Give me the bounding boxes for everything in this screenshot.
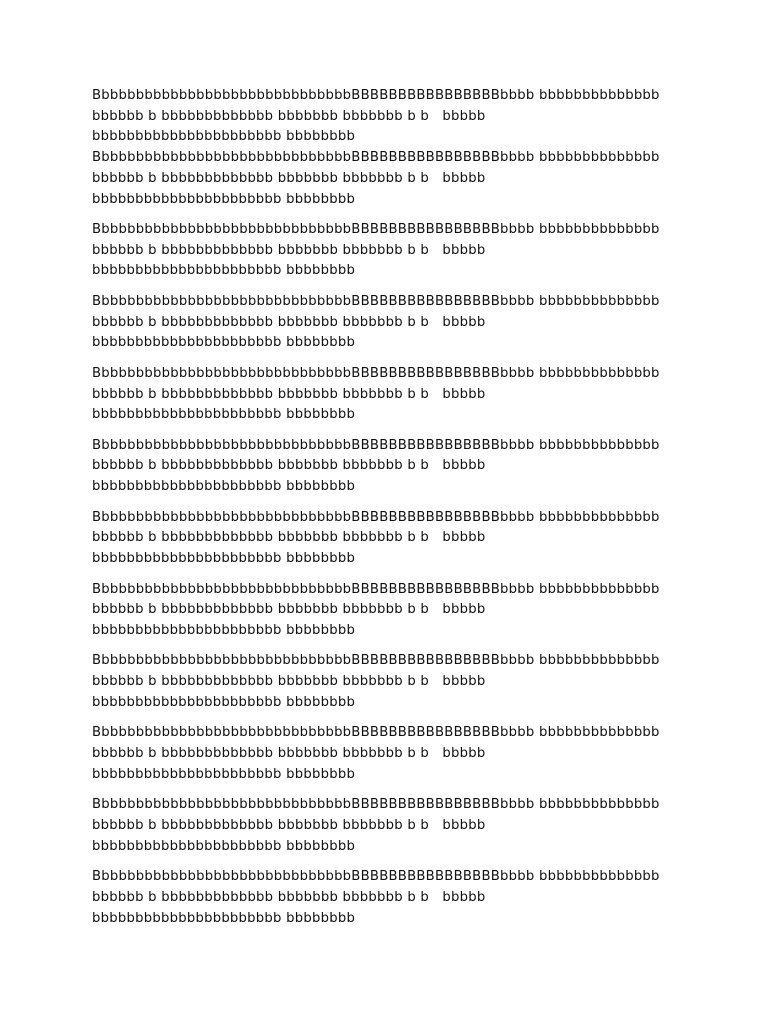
text-line: BbbbbbbbbbbbbbbbbbbbbbbbbbbbbbBBBBBBBBBBBBBBBBbbbb bbbbbbbbbbbbbb [92, 725, 660, 741]
text-line: bbbbbb b bbbbbbbbbbbbb bbbbbbb bbbbbbb b b bbbbb [92, 458, 486, 474]
text-line: BbbbbbbbbbbbbbbbbbbbbbbbbbbbbbBBBBBBBBBBBBBBBBbbbb bbbbbbbbbbbbbb [92, 797, 660, 813]
text-line: bbbbbb b bbbbbbbbbbbbb bbbbbbb bbbbbbb b b bbbbb [92, 314, 486, 330]
text-line: bbbbbb b bbbbbbbbbbbbb bbbbbbb bbbbbbb b b bbbbb [92, 242, 486, 258]
paragraph [92, 795, 672, 857]
text-line: bbbbbb b bbbbbbbbbbbbb bbbbbbb bbbbbbb b b bbbbb [92, 889, 486, 905]
text-line: BbbbbbbbbbbbbbbbbbbbbbbbbbbbbbBBBBBBBBBBBBBBBBbbbb bbbbbbbbbbbbbb [92, 437, 660, 453]
paragraph [92, 436, 672, 498]
text-line: bbbbbbbbbbbbbbbbbbbbbb bbbbbbbb [92, 838, 356, 854]
text-line: BbbbbbbbbbbbbbbbbbbbbbbbbbbbbbBBBBBBBBBBBBBBBBbbbb bbbbbbbbbbbbbb [92, 365, 660, 381]
text-line: bbbbbbbbbbbbbbbbbbbbbb bbbbbbbb [92, 694, 356, 710]
text-line: BbbbbbbbbbbbbbbbbbbbbbbbbbbbbbBBBBBBBBBBBBBBBBbbbb bbbbbbbbbbbbbb [92, 150, 660, 166]
paragraph [92, 580, 672, 642]
text-line: bbbbbbbbbbbbbbbbbbbbbb bbbbbbbb [92, 263, 356, 279]
text-line: bbbbbb b bbbbbbbbbbbbb bbbbbbb bbbbbbb b b bbbbb [92, 386, 486, 402]
text-line: BbbbbbbbbbbbbbbbbbbbbbbbbbbbbbBBBBBBBBBBBBBBBBbbbb bbbbbbbbbbbbbb [92, 869, 660, 885]
document-page [92, 86, 672, 929]
text-line: bbbbbbbbbbbbbbbbbbbbbb bbbbbbbb [92, 622, 356, 638]
text-line: BbbbbbbbbbbbbbbbbbbbbbbbbbbbbbBBBBBBBBBBBBBBBBbbbb bbbbbbbbbbbbbb [92, 293, 660, 309]
text-line: bbbbbbbbbbbbbbbbbbbbbb bbbbbbbb [92, 551, 356, 567]
text-line: bbbbbb b bbbbbbbbbbbbb bbbbbbb bbbbbbb b b bbbbb [92, 674, 486, 690]
text-line: bbbbbb b bbbbbbbbbbbbb bbbbbbb bbbbbbb b b bbbbb [92, 746, 486, 762]
text-line: bbbbbb b bbbbbbbbbbbbb bbbbbbb bbbbbbb b b bbbbb [92, 170, 486, 186]
text-line: bbbbbbbbbbbbbbbbbbbbbb bbbbbbbb [92, 129, 356, 145]
text-line: bbbbbb b bbbbbbbbbbbbb bbbbbbb bbbbbbb b b bbbbb [92, 602, 486, 618]
text-line: bbbbbb b bbbbbbbbbbbbb bbbbbbb bbbbbbb b b bbbbb [92, 530, 486, 546]
text-line: bbbbbb b bbbbbbbbbbbbb bbbbbbb bbbbbbb b b bbbbb [92, 817, 486, 833]
paragraph [92, 508, 672, 570]
text-line: BbbbbbbbbbbbbbbbbbbbbbbbbbbbbbBBBBBBBBBBBBBBBBbbbb bbbbbbbbbbbbbb [92, 88, 660, 103]
text-line: bbbbbbbbbbbbbbbbbbbbbb bbbbbbbb [92, 335, 356, 351]
text-line: BbbbbbbbbbbbbbbbbbbbbbbbbbbbbbBBBBBBBBBBBBBBBBbbbb bbbbbbbbbbbbbb [92, 509, 660, 525]
text-line: bbbbbbbbbbbbbbbbbbbbbb bbbbbbbb [92, 407, 356, 423]
paragraph [92, 651, 672, 713]
paragraph [92, 292, 672, 354]
text-line: BbbbbbbbbbbbbbbbbbbbbbbbbbbbbbBBBBBBBBBBBBBBBBbbbb bbbbbbbbbbbbbb [92, 222, 660, 238]
text-line: BbbbbbbbbbbbbbbbbbbbbbbbbbbbbbBBBBBBBBBBBBBBBBbbbb bbbbbbbbbbbbbb [92, 581, 660, 597]
paragraph [92, 86, 672, 148]
text-line: bbbbbbbbbbbbbbbbbbbbbb bbbbbbbb [92, 766, 356, 782]
paragraph [92, 220, 672, 282]
text-line: BbbbbbbbbbbbbbbbbbbbbbbbbbbbbbBBBBBBBBBBBBBBBBbbbb bbbbbbbbbbbbbb [92, 653, 660, 669]
text-line: bbbbbbbbbbbbbbbbbbbbbb bbbbbbbb [92, 479, 356, 495]
paragraph [92, 723, 672, 785]
text-line: bbbbbbbbbbbbbbbbbbbbbb bbbbbbbb [92, 191, 356, 207]
paragraph [92, 867, 672, 929]
text-line: bbbbbb b bbbbbbbbbbbbb bbbbbbb bbbbbbb b b bbbbb [92, 108, 486, 124]
paragraph [92, 148, 672, 210]
text-line: bbbbbbbbbbbbbbbbbbbbbb bbbbbbbb [92, 910, 356, 926]
paragraph [92, 364, 672, 426]
